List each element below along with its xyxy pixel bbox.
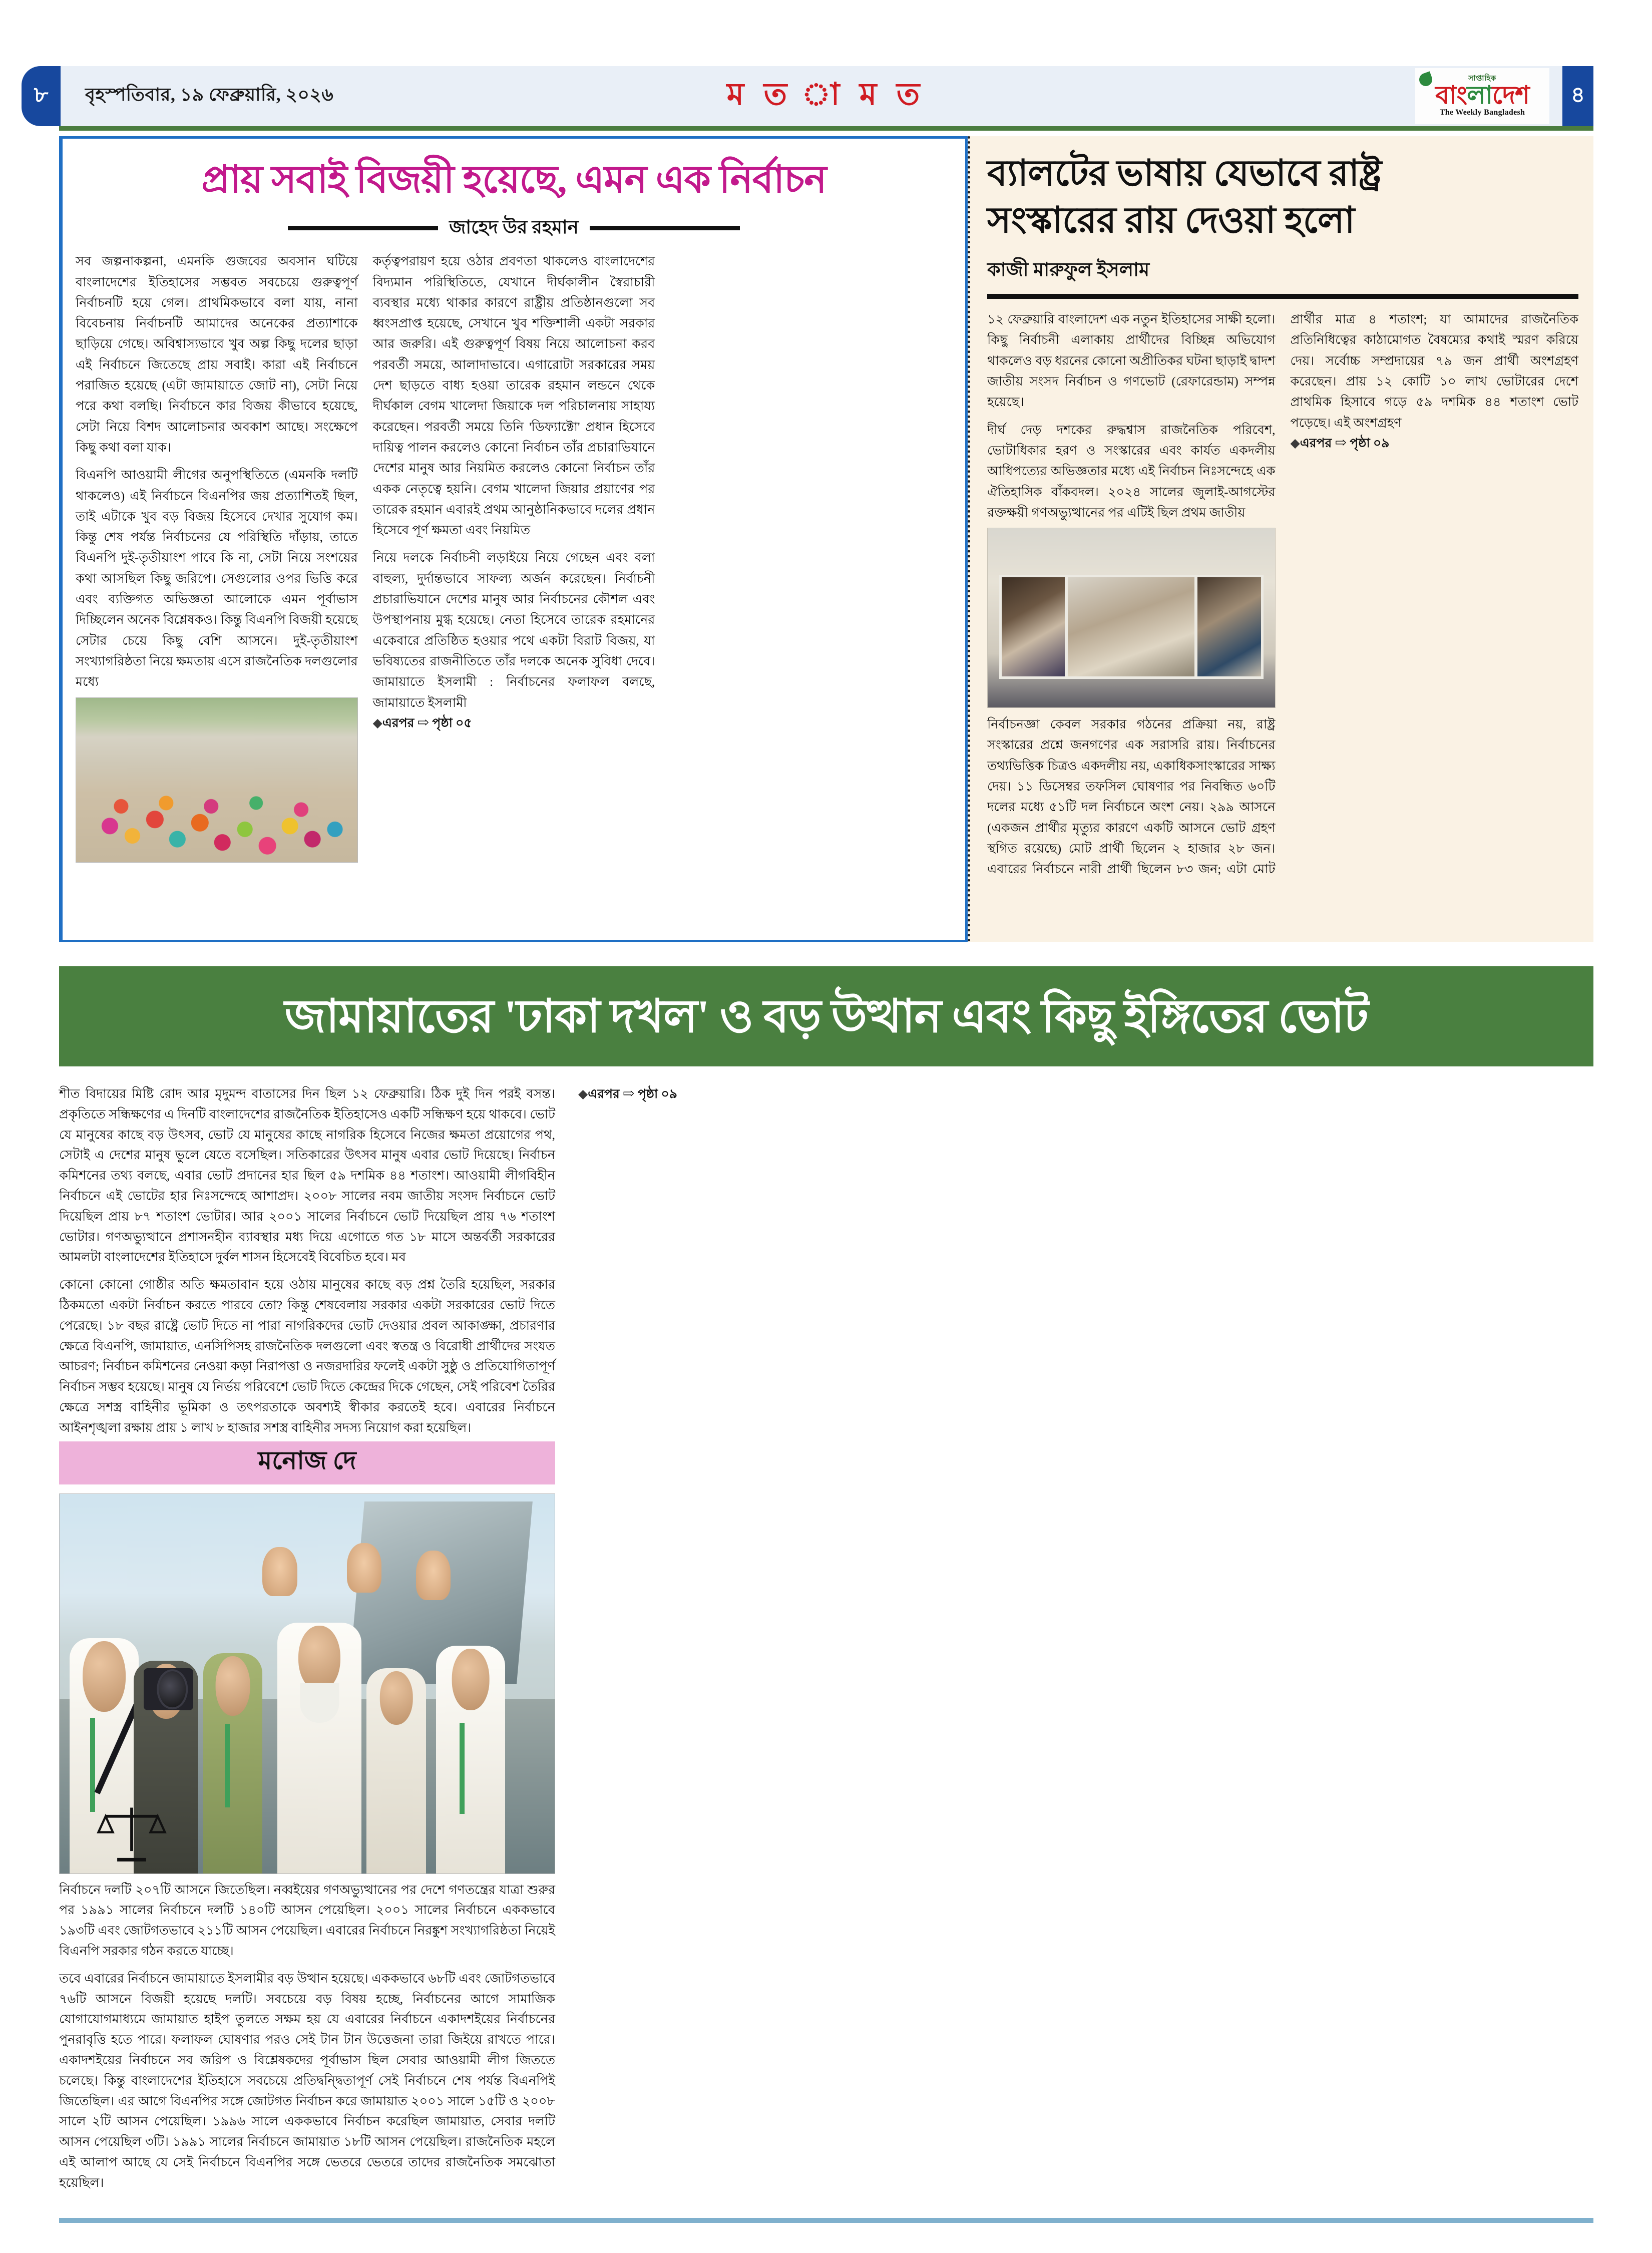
- article-bottom-author: মনোজ দে: [258, 1446, 356, 1475]
- scales-of-justice-icon: [94, 1800, 169, 1865]
- masthead: [34, 66, 1593, 126]
- article-bottom-author-chip: [59, 1441, 555, 1484]
- newspaper-logo: [1415, 68, 1549, 124]
- page-number-left-badge: ৮: [22, 66, 61, 126]
- headline-line-1: ব্যালটের ভাষায় যেভাবে রাষ্ট্র: [987, 153, 1382, 193]
- leaf-icon: [1417, 71, 1434, 88]
- crowd-photo-image: [76, 697, 358, 863]
- logo-top-text: সাপ্তাহিক: [1468, 75, 1496, 83]
- byline-rule-right: [590, 226, 740, 230]
- headline-line-2: সংস্কারের রায় দেওয়া হলো: [987, 200, 1355, 240]
- paragraph-spacer: [76, 458, 358, 465]
- continuation-page: পৃষ্ঠা ০৯: [1350, 436, 1390, 450]
- rally-attendee-2: [366, 1668, 426, 1873]
- sash: [225, 1724, 230, 1807]
- voters-queue-photo: [76, 697, 358, 863]
- article-left: [59, 136, 968, 942]
- continuation-label: এরপর: [382, 716, 415, 730]
- raised-hand-right: [347, 1543, 381, 1593]
- arrow-right-icon: ⇨: [1335, 435, 1347, 451]
- face: [83, 1641, 126, 1712]
- sash: [460, 1723, 465, 1814]
- logo-english-name: The Weekly Bangladesh: [1439, 108, 1525, 117]
- paragraph: নির্বাচনজ্ঞা কেবল সরকার গঠনের প্রক্রিয়া নয়, রাষ্ট্র সংস্কারের প্রশ্নে জনগণের এক সরাসরি রায়। নির্বাচনের তথ্যভিত্তিক চিত্রও একদলীয় নয়, একাধিকসাংস্কারের সাক্ষ্য দেয়। ১১ ডিসেম্বর তফসিল ঘোষণার পর নিবন্ধিত ৬০টি দলের মধ্যে ৫১টি দল নির্বাচনে অংশ নেয়। ২৯৯ আসনে (একজন প্রার্থীর মৃত্যুর কারণে একটি আসনে ভোট গ্রহণ স্থগিত রয়েছে) মোট প্রার্থী ছিলেন ২ হাজার ২৮ জন। এবারের নির্বাচনে নারী প্রার্থী ছিলেন ৮৩ জন; এটা মোট প্রার্থীর মাত্র ৪ শতাংশ; যা আমাদের রাজনৈতিক প্রতিনিধিত্বের কাঠামোগত বৈষম্যের কথাই স্মরণ করিয়ে দেয়। সর্বোচ্চ সম্প্রদায়ের ৭৯ জন প্রার্থী অংশগ্রহণ করেছেন। প্রায় ১২ কোটি ১০ লাখ ভোটারের দেশে প্রাথমিক হিসাবে গড়ে ৫৯ দশমিক ৪৪ শতাংশ ভোট পড়েছে। এই অংশগ্রহণ: [987, 312, 1578, 877]
- article-left-body: [76, 251, 952, 872]
- sash: [90, 1718, 95, 1812]
- top-articles-row: [59, 136, 1593, 942]
- beard: [300, 1683, 339, 1723]
- logo-part-2: লা: [1467, 81, 1492, 110]
- arrow-right-icon: ⇨: [622, 1086, 635, 1101]
- camera-icon: [144, 1668, 193, 1710]
- paragraph: কোনো কোনো গোষ্ঠীর অতি ক্ষমতাবান হয়ে ওঠায় মানুষের কাছে বড় প্রশ্ন তৈরি হয়েছিল, সরকার ঠিকমতো একটা নির্বাচন করতে পারবে তো? কিন্তু শেষবেলায় সরকার একটা সরকারের ভোট দিতে পেরেছে। ১৮ বছর রাষ্ট্রে ভোট দিতে না পারা নাগরিকদের ভোট দেওয়ার প্রবল আকাঙ্ক্ষা, প্রচারণার ক্ষেত্রে বিএনপি, জামায়াত, এনসিপিসহ রাজনৈতিক দলগুলো এবং স্বতন্ত্র ও বিরোধী প্রার্থীদের সংযত আচরণ; নির্বাচন কমিশনের নেওয়া কড়া নিরাপত্তা ও নজরদারির ফলেই একটা সুষ্ঠু ও প্রতিযোগিতাপূর্ণ নির্বাচন সম্ভব হয়েছে। মানুষ যে নির্ভয় পরিবেশে ভোট দিতে কেন্দ্রের দিকে গেছেন, সেই পরিবেশ তৈরির ক্ষেত্রে সশস্ত্র বাহিনীর ভূমিকা ও তৎপরতাকে অবশ্যই স্বীকার করতেই হবে। এবারের নির্বাচনে আইনশৃঙ্খলা রক্ষায় প্রায় ১ লাখ ৮ হাজার সশস্ত্র বাহিনীর সদস্য নিয়োগ করা হয়েছিল।: [59, 1277, 555, 1435]
- paragraph-spacer: [373, 540, 655, 547]
- rally-attendee-3: [436, 1646, 505, 1873]
- article-bottom: [59, 1084, 1593, 2208]
- strip-pane-2: [1068, 577, 1194, 676]
- article-bottom-continuation: [578, 1084, 1074, 1105]
- diamond-icon: ◆: [372, 716, 382, 730]
- paragraph: দীর্ঘ দেড় দশকের রুদ্ধশ্বাস রাজনৈতিক পরিবেশ, ভোটাধিকার হরণ ও সংস্কারের এবং কার্যত একদলীয় আধিপত্যের অভিজ্ঞতার মধ্যে এই নির্বাচন নিঃসন্দেহে এক ঐতিহাসিক বাঁকবদল। ২০২৪ সালের জুলাই-আগস্টের রক্তক্ষয়ী গণঅভ্যুত্থানের পর এটিই ছিল প্রথম জাতীয়: [987, 422, 1276, 520]
- continuation-label: এরপর: [588, 1087, 620, 1101]
- diamond-icon: ◆: [578, 1087, 588, 1101]
- page-number-right-badge: ৪: [1562, 66, 1593, 126]
- rally-attendee-1: [203, 1653, 263, 1873]
- feature-banner: [59, 966, 1593, 1066]
- article-right: [968, 136, 1593, 942]
- paragraph: তবে এবারের নির্বাচনে জামায়াতে ইসলামীর বড় উত্থান হয়েছে। এককভাবে ৬৮টি এবং জোটগতভাবে ৭৬টি আসনে বিজয়ী হয়েছে দলটি। সবচেয়ে বড় বিষয় হচ্ছে, নির্বাচনের আগে সামাজিক যোগাযোগমাধ্যমে জামায়াত হাইপ তুলতে সক্ষম হয় যে এবারের নির্বাচনে একাদশইয়ের নির্বাচনের পুনরাবৃত্তি হতে পারে। ফলাফল ঘোষণার পরও সেই টান টান উত্তেজনা তারা জিইয়ে রাখতে পারে। একাদশইয়ের নির্বাচনে সব জরিপ ও বিশ্লেষকদের পূর্বাভাস ছিল সেবার আওয়ামী লীগ জিততে চলেছে। কিন্তু বাংলাদেশের ইতিহাসে সবচেয়ে প্রতিদ্বন্দ্বিতাপূর্ণ সেই নির্বাচনে শেষ পর্যন্ত বিএনপিই জিতেছিল। এর আগে বিএনপির সঙ্গে জোটগত নির্বাচন করে জামায়াত ২০০১ সালে ১৫টি ও ২০০৮ সালে ২টি আসন পেয়েছিল। ১৯৯৬ সালে এককভাবে নির্বাচন করেছিল জামায়াত, সেবার দলটি আসন পেয়েছিল ৩টি। ১৯৯১ সালের নির্বাচনে জামায়াত ১৮টি আসন পেয়েছিল। রাজনৈতিক মহলে এই আলাপ আছে যে সেই নির্বাচনে বিএনপির সঙ্গে ভেতরে ভেতরে তাদের রাজনৈতিক সমঝোতা হয়েছিল।: [59, 1971, 555, 2190]
- logo-wordmark: [1435, 83, 1529, 108]
- strip-pane-1: [1002, 577, 1065, 676]
- face: [452, 1649, 489, 1710]
- paragraph: শীত বিদায়ের মিষ্টি রোদ আর মৃদুমন্দ বাতাসের দিন ছিল ১২ ফেব্রুয়ারি। ঠিক দুই দিন পরই বসন্ত। প্রকৃতিতে সন্ধিক্ষণের এ দিনটি বাংলাদেশের রাজনৈতিক ইতিহাসেও একটি সন্ধিক্ষণ হয়ে থাকবে। ভোট যে মানুষের কাছে বড় উৎসব, ভোট যে মানুষের কাছে নাগরিক হিসেবে নিজের ক্ষমতা প্রয়োগের পথ, সেটাই এ দেশের মানুষ ভুলে যেতে বসেছিল। সতিকারের উৎসব মানুষ এবার ভোট দিয়েছে। নির্বাচন কমিশনের তথ্য বলছে, এবার ভোট প্রদানের হার ছিল ৫৯ দশমিক ৪৪ শতাংশ। আওয়ামী লীগবিহীন নির্বাচনে এই ভোটের হার নিঃসন্দেহে আশাপ্রদ। ২০০৮ সালের নবম জাতীয় সংসদ নির্বাচনে ভোট দিয়েছিল প্রায় ৮৭ শতাংশ ভোটার। আর ২০০১ সালের নির্বাচনে ভোট দিয়েছিল প্রায় ৭৬ শতাংশ ভোটার। গণঅভ্যুত্থানে প্রশাসনহীন ব্যাবস্থার মধ্য দিয়ে এগোতে গত ১৮ মাসে অন্তর্বর্তী সরকারের আমলটা বাংলাদেশের ইতিহাসে দুর্বল শাসন হিসেবেই বিবেচিত হবে। মব: [59, 1086, 555, 1265]
- article-right-body: [987, 309, 1578, 890]
- paragraph: ১২ ফেব্রুয়ারি বাংলাদেশ এক নতুন ইতিহাসের সাক্ষী হলো। কিছু নির্বাচনী এলাকায় প্রার্থীদের বিচ্ছিন্ন অভিযোগ থাকলেও বড় ধরনের কোনো অপ্রীতিকর ঘটনা ছাড়াই দ্বাদশ জাতীয় সংসদ নির্বাচন ও গণভোট (রেফারেন্ডাম) সম্পন্ন হয়েছে।: [987, 312, 1276, 410]
- article-right-headline: [987, 147, 1578, 244]
- rally-photo-image: [59, 1493, 555, 1874]
- article-right-continuation: [1291, 433, 1579, 455]
- arrow-right-icon: ⇨: [417, 714, 430, 730]
- article-left-continuation: [373, 713, 655, 734]
- feature-banner-headline: জামায়াতের 'ঢাকা দখল' ও বড় উত্থান এবং কিছু ইঙ্গিতের ভোট: [284, 991, 1368, 1042]
- paragraph: বিএনপি আওয়ামী লীগের অনুপস্থিতিতে (এমনকি দলটি থাকলেও) এই নির্বাচনে বিএনপির জয় প্রত্যাশিতই ছিল, তাই এটাকে খুব বড় বিজয় হিসেবে দেখার সুযোগ কম। কিন্তু শেষ পর্যন্ত নির্বাচনের যে পরিস্থিতি দাঁড়ায়, তাতে বিএনপি দুই-তৃতীয়াংশ পাবে কি না, সেটা নিয়ে সংশয়ের কথা আসছিল কিছু জরিপে। সেগুলোর ওপর ভিত্তি করে এবং ব্যক্তিগত অভিজ্ঞতা আলোকে এমন পূর্বাভাস দিচ্ছিলেন অনেক বিশ্লেষকও। কিন্তু বিএনপি বিজয়ী হয়েছে সেটার চেয়ে কিছু বেশি আসনে। দুই-তৃতীয়াংশ সংখ্যাগরিষ্ঠতা নিয়ে ক্ষমতায় এসে রাজনৈতিক দলগুলোর মধ্যে: [76, 468, 358, 689]
- ballot-strip-image: [987, 528, 1276, 708]
- rally-leader: [277, 1623, 361, 1873]
- strip-pane-3: [1197, 577, 1261, 676]
- paragraph: নির্বাচনে দলটি ২০৭টি আসনে জিতেছিল। নব্বইয়ের গণঅভ্যুত্থানের পর দেশে গণতন্ত্রের যাত্রা শুরুর পর ১৯৯১ সালের নির্বাচনে দলটি ১৪০টি আসন পেয়েছিল। ২০০১ সালের নির্বাচনে এককভাবে ১৯৩টি এবং জোটগতভাবে ২১১টি আসন পেয়েছিল। এবারের নির্বাচনে নিরঙ্কুশ সংখ্যাগরিষ্ঠতা নিয়েই বিএনপি সরকার গঠন করতে যাচ্ছে।: [59, 1882, 555, 1958]
- article-left-byline-row: [76, 212, 952, 244]
- paragraph: সব জল্পনাকল্পনা, এমনকি গুজবের অবসান ঘটিয়ে বাংলাদেশের ইতিহাসের সম্ভবত সবচেয়ে গুরুত্বপূর্ণ নির্বাচনটি হয়ে গেল। প্রাথমিকভাবে বলা যায়, নানা বিবেচনায় নির্বাচনটি আমাদের অনেকের প্রত্যাশাকে ছাড়িয়ে গেছে। অবিশ্বাস্যভাবে খুব অল্প কিছু দলের ছাড়া এই নির্বাচনে জিতেছে প্রায় সবাই। কারা এই নির্বাচনে পরাজিত হয়েছে (এটা জামায়াতে জোট না), সেটা নিয়ে পরে কথা বলছি। নির্বাচনে কার বিজয় কীভাবে হয়েছে, সেটা নিয়ে বিশদ আলোচনার অবকাশ আছে। সংক্ষেপে কিছু কথা বলা যাক।: [76, 254, 358, 455]
- paragraph: কর্তৃত্বপরায়ণ হয়ে ওঠার প্রবণতা থাকলেও বাংলাদেশের বিদ্যমান পরিস্থিতিতে, যেখানে দীর্ঘকালীন স্বৈরাচারী ব্যবস্থার মধ্যে থাকার কারণে রাষ্ট্রীয় প্রতিষ্ঠানগুলো সব ধ্বংসপ্রাপ্ত হয়েছে, সেখানে খুব শক্তিশালী একটা সরকার আর জরুরি। এই গুরুত্বপূর্ণ বিষয় নিয়ে আলোচনা করব পরবর্তী সময়ে, আলাদাভাবে। এগারোটা সরকারের সময় দেশ ছাড়তে বাধ্য হওয়া তারেক রহমান লন্ডনে থেকে দীর্ঘকাল বেগম খালেদা জিয়াকে দল পরিচালনায় সাহায্য করেছেন। পরবর্তী সময়ে তিনি 'ডিফ্যাক্টো' প্রধান হিসেবে দায়িত্ব পালন করলেও কোনো নির্বাচন তাঁর প্রচারাভিযানে দেশের মানুষ আর নিয়মিত করলেও কোনো নির্বাচন তাঁর একক নেতৃত্বে হয়নি। বেগম খালেদা জিয়ার প্রয়াণের পর তারেক রহমান এবারই প্রথম আনুষ্ঠানিকভাবে দলের প্রধান হিসেবে পূর্ণ ক্ষমতা এবং নিয়মিত: [372, 254, 655, 538]
- face: [379, 1671, 412, 1724]
- byline-divider: [987, 294, 1578, 299]
- article-bottom-body: [59, 1084, 1593, 2208]
- strip-panes: [999, 575, 1264, 679]
- diamond-icon: ◆: [1290, 436, 1300, 450]
- raised-hand-left: [262, 1547, 297, 1597]
- paragraph-spacer: [59, 1962, 555, 1969]
- raised-hand-far: [416, 1551, 451, 1600]
- article-left-byline: জাহেদ উর রহমান: [449, 217, 579, 238]
- continuation-page: পৃষ্ঠা ০৫: [432, 716, 472, 730]
- logo-part-1: বাং: [1435, 81, 1467, 110]
- section-title: ম ত া ম ত: [726, 77, 926, 112]
- continuation-label: এরপর: [1300, 436, 1332, 450]
- article-left-headline: প্রায় সবাই বিজয়ী হয়েছে, এমন এক নির্বাচন: [201, 159, 827, 201]
- logo-part-3: দেশ: [1492, 81, 1529, 110]
- face: [298, 1626, 340, 1691]
- continuation-page: পৃষ্ঠা ০৯: [637, 1087, 677, 1101]
- political-rally-photo: [59, 1493, 555, 1874]
- face: [216, 1656, 250, 1716]
- paragraph-spacer: [987, 413, 1276, 420]
- voters-casting-ballots-photo: [987, 528, 1276, 708]
- paragraph: নিয়ে দলকে নির্বাচনী লড়াইয়ে নিয়ে গেছেন এবং বলা বাহুল্য, দুর্দান্তভাবে সাফল্য অর্জন করেছেন। নির্বাচনী প্রচারাভিযানে দেশের মানুষ আর নির্বাচনের কৌশল এবং উপস্থাপনায় মুগ্ধ হয়েছে। নেতা হিসেবে তারেক রহমানের একেবারে প্রতিষ্ঠিত হওয়ার পথে একটা বিরাট বিজয়, যা ভবিষ্যতের রাজনীতিতে তাঁর দলকে অনেক সুবিধা দেবে। জামায়াতে ইসলামী : নির্বাচনের ফলাফল বলছে, জামায়াতে ইসলামী: [372, 550, 655, 710]
- paragraph-spacer: [59, 1268, 555, 1275]
- bottom-rule: [59, 2218, 1593, 2223]
- article-right-byline: কাজী মারুফুল ইসলাম: [987, 259, 1150, 281]
- byline-rule-left: [288, 226, 438, 230]
- masthead-date: বৃহস্পতিবার, ১৯ ফেব্রুয়ারি, ২০২৬: [85, 85, 334, 105]
